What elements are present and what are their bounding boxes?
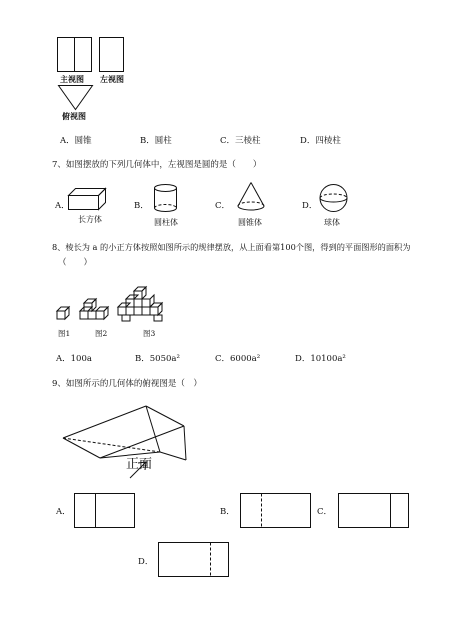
q9-question: 9、如图所示的几何体的俯视图是（ ）: [52, 379, 202, 389]
option-text: 100a: [70, 354, 92, 364]
option-text: 三棱柱: [235, 136, 261, 146]
q7-option-b-letter[interactable]: B．: [134, 201, 149, 211]
q8-option-d[interactable]: [295, 355, 346, 364]
option-text: 圆柱: [154, 136, 172, 146]
q9-option-c-view[interactable]: [338, 493, 410, 529]
q6-top-view: [58, 85, 94, 111]
option-letter: D．: [300, 136, 316, 146]
q9-option-b-letter[interactable]: B．: [220, 507, 235, 517]
option-letter: D．: [295, 354, 311, 364]
q8-question: 8、棱长为 a 的小正方体按照如图所示的规律摆放，从上面看第100个图，得到的平面图形的面积为: [52, 242, 411, 252]
q9-option-a-view[interactable]: [74, 493, 136, 529]
q8-fig3-label: 图3: [143, 329, 156, 338]
q9-option-c-letter[interactable]: C．: [317, 507, 333, 517]
q6-left-label: 左视图: [100, 74, 124, 84]
q7-label-b: 圆柱体: [154, 218, 178, 227]
q8-option-b[interactable]: [135, 355, 180, 364]
q8-option-a[interactable]: [56, 355, 92, 364]
q6-front-label: 主视图: [60, 74, 84, 84]
option-letter: C．: [215, 354, 231, 364]
option-text: 6000a²: [230, 354, 261, 364]
q6-option-b[interactable]: [140, 137, 172, 146]
q6-option-c[interactable]: [220, 137, 261, 146]
option-letter: B．: [135, 354, 150, 364]
cone-icon: [236, 182, 268, 214]
q7-option-d-letter[interactable]: D．: [302, 201, 318, 211]
q6-front-view: [57, 37, 93, 73]
q6-option-a[interactable]: [60, 137, 92, 146]
q7-option-c-letter[interactable]: C．: [215, 201, 231, 211]
q6-top-label: 俯视图: [62, 111, 86, 121]
q7-label-c: 圆锥体: [238, 218, 262, 227]
q8-cube-figures: [52, 283, 182, 333]
q6-left-view: [99, 37, 125, 73]
option-text: 四棱柱: [315, 136, 341, 146]
q9-front-label: 正面: [126, 457, 153, 472]
sphere-icon: [318, 183, 350, 215]
cylinder-icon: [152, 184, 182, 214]
q7-question: 7、如图摆放的下列几何体中，左视图是圆的是（ ）: [52, 160, 262, 170]
q6-option-d[interactable]: [300, 137, 341, 146]
q8-option-c[interactable]: [215, 355, 260, 364]
option-letter: A．: [60, 136, 75, 146]
q8-fig2-label: 图2: [95, 329, 108, 338]
option-text: 5050a²: [149, 354, 180, 364]
q8-blank: （ ）: [58, 258, 93, 268]
option-text: 圆锥: [74, 136, 92, 146]
q7-label-d: 球体: [324, 218, 340, 227]
q9-option-d-view[interactable]: [158, 542, 230, 578]
option-letter: A．: [56, 354, 71, 364]
option-letter: C．: [220, 136, 236, 146]
q8-fig1-label: 图1: [58, 329, 71, 338]
q7-label-a: 长方体: [78, 215, 102, 224]
option-letter: B．: [140, 136, 155, 146]
cuboid-icon: [68, 188, 108, 212]
option-text: 10100a²: [310, 354, 346, 364]
q9-option-b-view[interactable]: [240, 493, 312, 529]
q9-option-d-letter[interactable]: D．: [138, 557, 154, 567]
q7-option-a-letter[interactable]: A．: [55, 201, 70, 211]
q9-option-a-letter[interactable]: A．: [56, 507, 71, 517]
